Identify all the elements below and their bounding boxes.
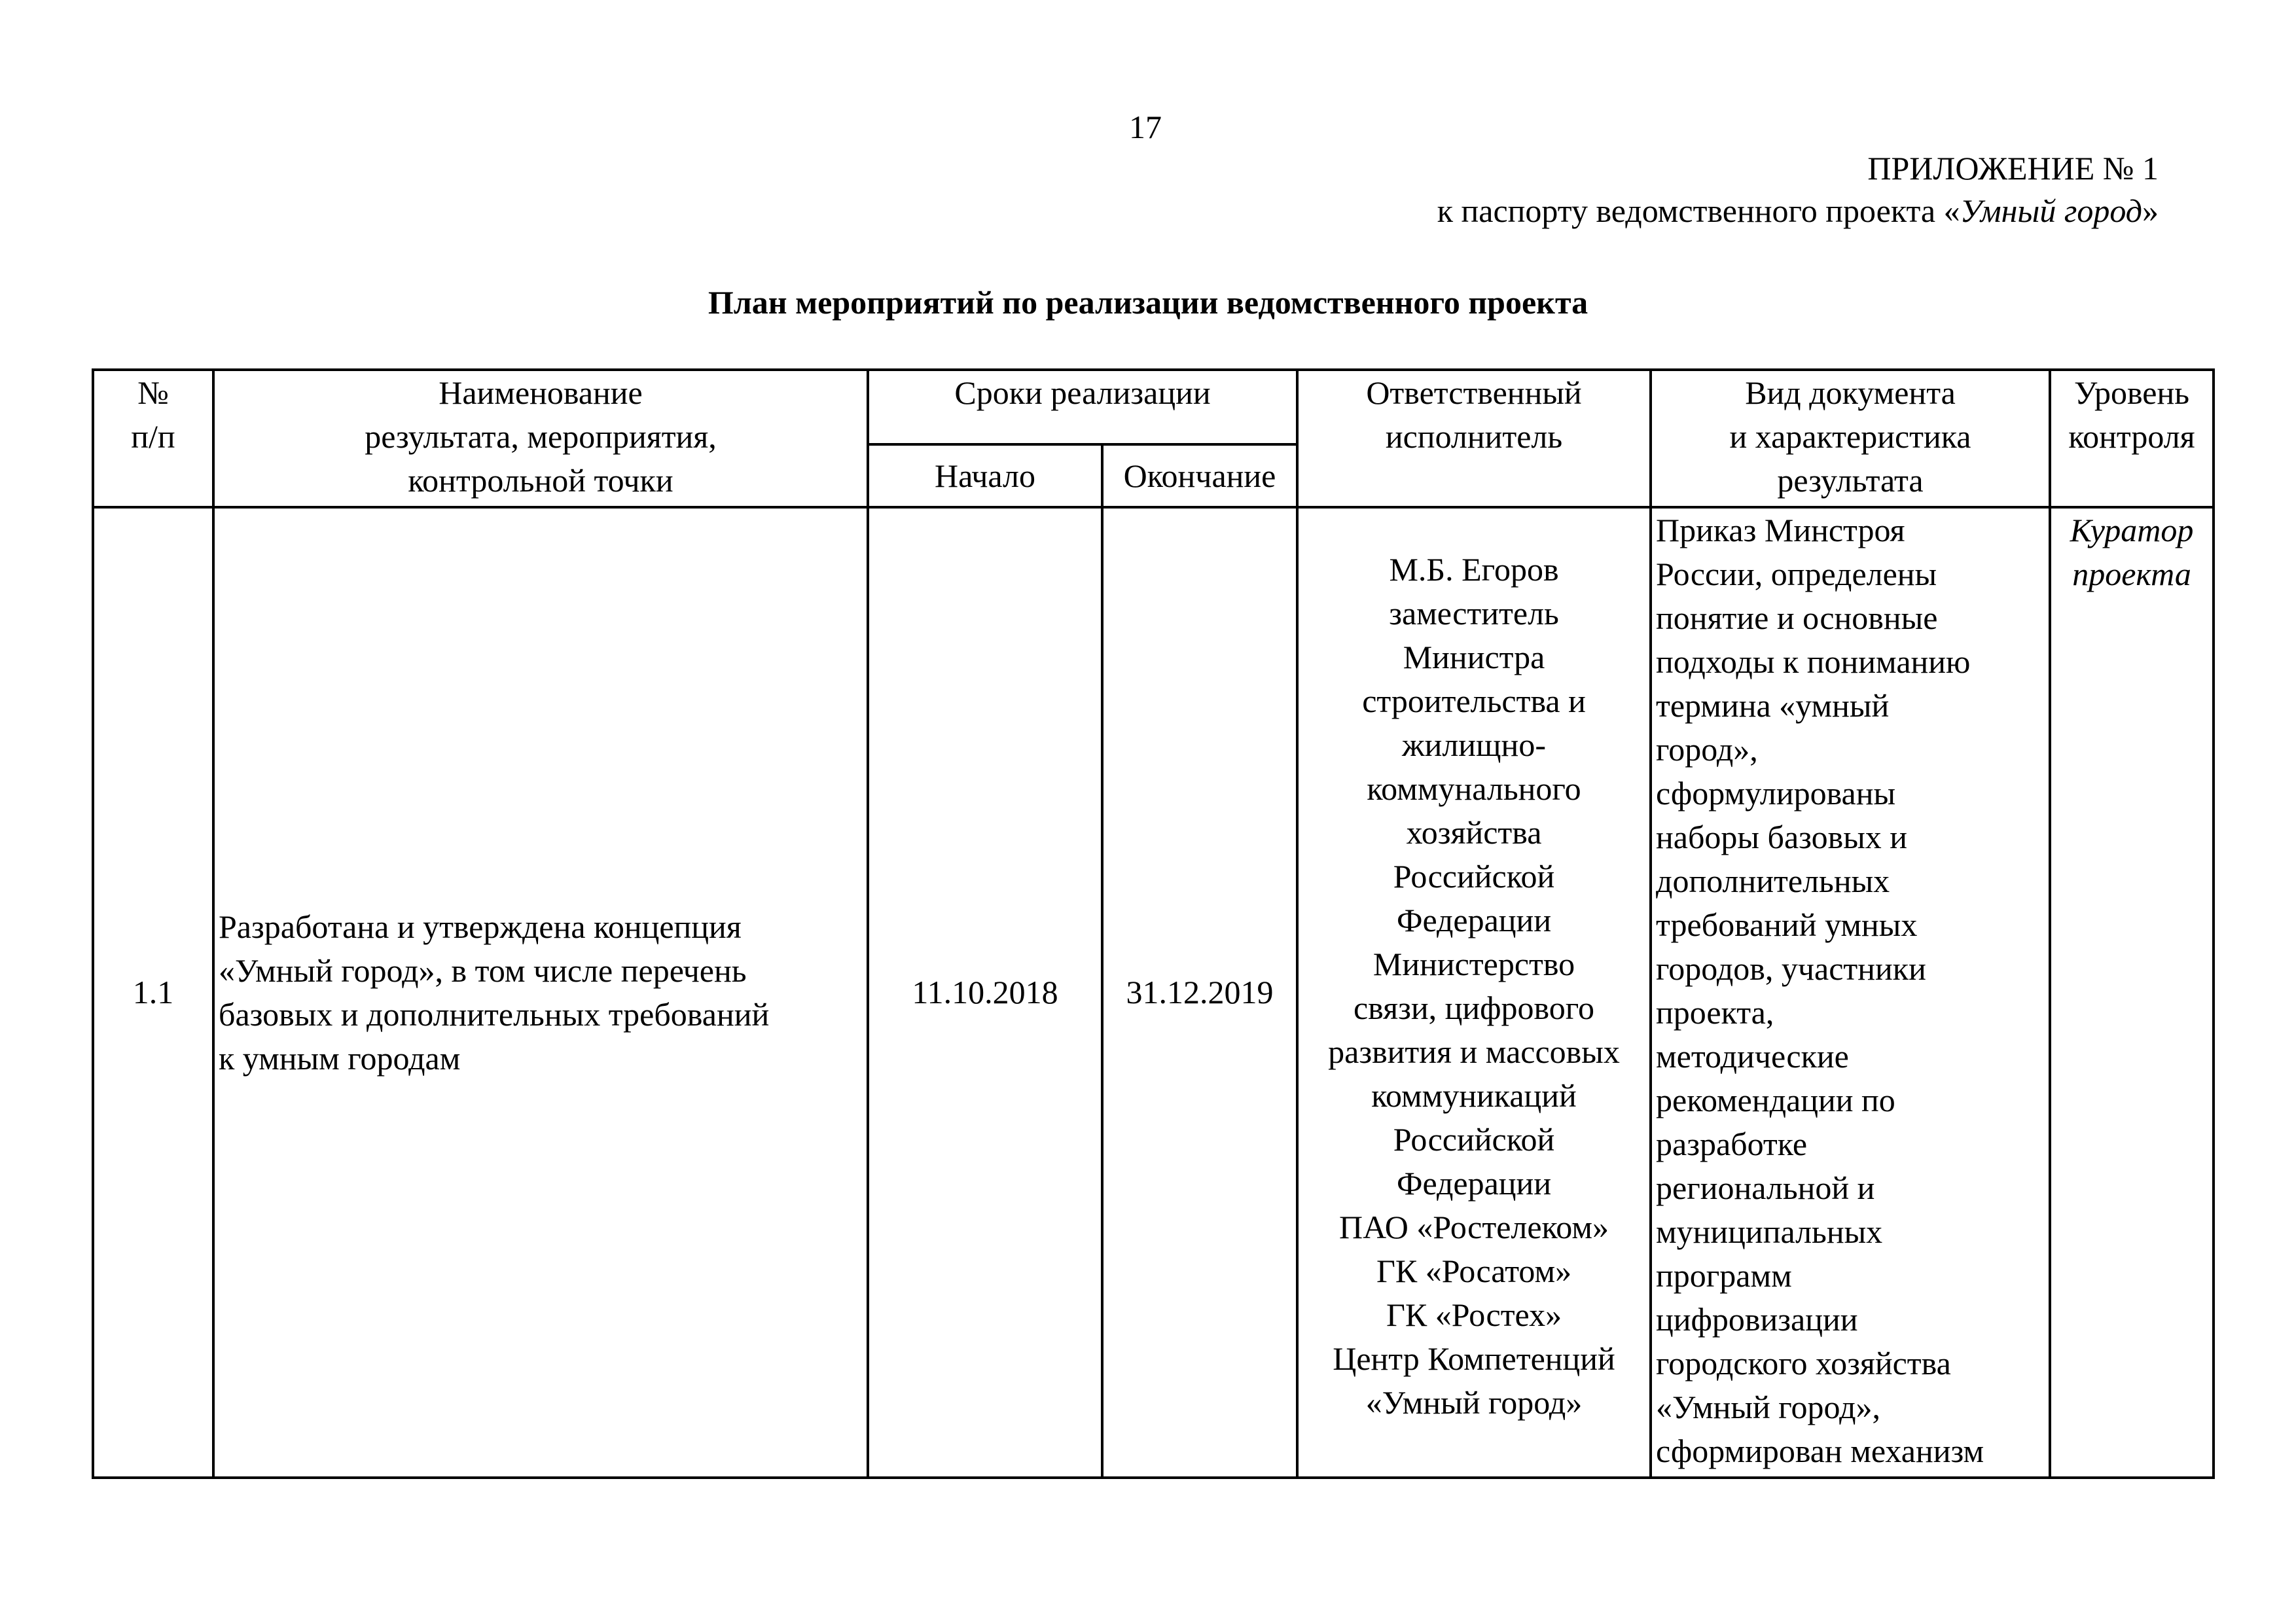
row-document-line: дополнительных [1656, 863, 1890, 899]
row-end-date: 31.12.2019 [1102, 507, 1297, 1478]
row-control-level [2050, 507, 2214, 1478]
header-document-line: и характеристика [1729, 418, 1971, 455]
header-control-level [2050, 370, 2214, 507]
row-responsible-line: Российской [1393, 858, 1555, 895]
row-control-level-line: проекта [2072, 556, 2191, 592]
header-number [93, 370, 213, 507]
row-name-line: «Умный город», в том числе перечень [219, 952, 747, 989]
row-responsible-line: Российской [1393, 1121, 1555, 1158]
row-document-line: городов, участники [1656, 950, 1926, 987]
plan-table [92, 368, 2215, 1479]
row-number: 1.1 [93, 507, 213, 1478]
row-responsible-line: Центр Компетенций [1333, 1340, 1615, 1377]
header-responsible-line: исполнитель [1385, 418, 1563, 455]
row-document-line: России, определены [1656, 556, 1937, 592]
row-document [1651, 507, 2050, 1478]
row-name-line: базовых и дополнительных требований [219, 995, 770, 1033]
row-document-line: термина «умный [1656, 687, 1890, 724]
appendix-title: ПРИЛОЖЕНИЕ № 1 [1867, 150, 2159, 187]
row-responsible-line: хозяйства [1406, 814, 1542, 851]
row-responsible-line: ПАО «Ростелеком» [1339, 1209, 1609, 1245]
row-document-line: подходы к пониманию [1656, 643, 1971, 680]
row-document-line: сформулированы [1656, 775, 1896, 812]
appendix-subtitle-suffix: » [2142, 192, 2159, 229]
header-control-level-line: Уровень [2073, 374, 2190, 411]
row-control-level-line: Куратор [2070, 512, 2194, 548]
header-name-line: Наименование [439, 374, 643, 411]
row-responsible-line: заместитель [1389, 595, 1559, 632]
row-document-line: сформирован механизм [1656, 1433, 1984, 1469]
row-document-line: городского хозяйства [1656, 1345, 1951, 1382]
header-timeline: Сроки реализации [868, 370, 1297, 444]
header-end: Окончание [1102, 444, 1297, 507]
row-responsible-line: коммунального [1367, 770, 1581, 807]
header-name [213, 370, 868, 507]
row-document-line: региональной и [1656, 1169, 1875, 1206]
row-responsible-line: коммуникаций [1371, 1077, 1577, 1114]
row-responsible-line: развития и массовых [1328, 1033, 1620, 1070]
row-responsible-line: Министра [1403, 639, 1545, 675]
row-document-line: разработке [1656, 1126, 1808, 1162]
row-responsible-line: ГК «Ростех» [1386, 1296, 1562, 1333]
appendix-subtitle [1437, 192, 2159, 230]
header-responsible [1297, 370, 1651, 507]
row-document-line: «Умный город», [1656, 1389, 1881, 1425]
header-row-1 [93, 370, 2214, 444]
row-responsible-line: связи, цифрового [1353, 990, 1595, 1026]
row-document-line: наборы базовых и [1656, 819, 1908, 855]
header-document-line: Вид документа [1745, 374, 1956, 411]
row-document-line: понятие и основные [1656, 599, 1938, 636]
header-document-line: результата [1777, 462, 1924, 499]
row-responsible-line: Министерство [1372, 946, 1575, 982]
row-document-line: Приказ Минстроя [1656, 512, 1905, 548]
row-start-date: 11.10.2018 [868, 507, 1102, 1478]
row-responsible [1297, 507, 1651, 1478]
row-responsible-line: М.Б. Егоров [1389, 551, 1559, 588]
row-name [213, 507, 868, 1478]
row-responsible-line: строительства и [1362, 683, 1586, 719]
row-responsible-line: Федерации [1396, 1165, 1552, 1202]
table-row [93, 507, 2214, 1478]
row-responsible-line: ГК «Росатом» [1376, 1253, 1572, 1289]
header-responsible-line: Ответственный [1366, 374, 1582, 411]
header-name-line: результата, мероприятия, [365, 418, 717, 455]
row-responsible-line: жилищно- [1402, 726, 1546, 763]
page-number: 17 [1129, 109, 1162, 145]
header-start: Начало [868, 444, 1102, 507]
appendix-subtitle-prefix: к паспорту ведомственного проекта « [1437, 192, 1960, 229]
header-control-level-line: контроля [2068, 418, 2195, 455]
row-document-line: муниципальных [1656, 1213, 1883, 1250]
row-responsible-line: Федерации [1396, 902, 1552, 938]
row-name-line: к умным городам [219, 1039, 461, 1077]
document-title: План мероприятий по реализации ведомственного проекта [708, 284, 1588, 321]
row-document-line: цифровизации [1656, 1301, 1858, 1338]
header-name-line: контрольной точки [408, 462, 673, 499]
row-document-line: проекта, [1656, 994, 1774, 1031]
appendix-subtitle-project: Умный город [1960, 192, 2142, 229]
row-document-line: требований умных [1656, 906, 1918, 943]
row-document-line: город», [1656, 731, 1758, 768]
header-number-line: п/п [131, 418, 175, 455]
row-document-line: программ [1656, 1257, 1792, 1294]
header-number-line: № [137, 374, 169, 411]
row-name-line: Разработана и утверждена концепция [219, 908, 742, 945]
row-document-line: рекомендации по [1656, 1082, 1895, 1118]
header-document [1651, 370, 2050, 507]
row-document-line: методические [1656, 1038, 1849, 1075]
row-responsible-line: «Умный город» [1365, 1384, 1583, 1421]
